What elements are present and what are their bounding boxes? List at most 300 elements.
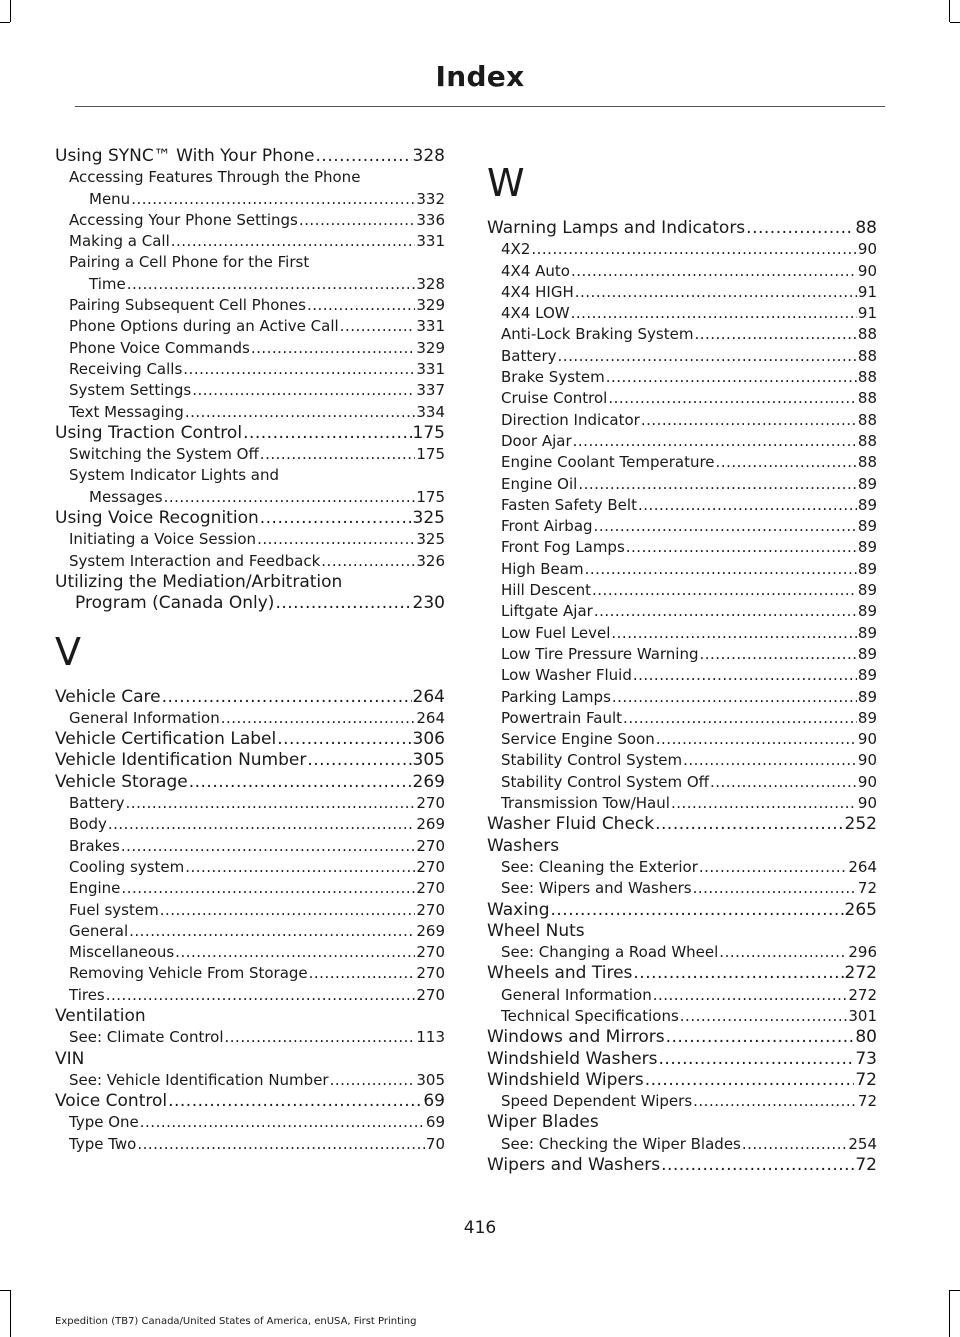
index-subentry [55, 402, 445, 423]
entry-page: 91 [857, 282, 877, 301]
index-entry [55, 772, 445, 793]
dot-leader [316, 146, 412, 167]
entry-title: Engine [69, 879, 121, 898]
entry-title: Vehicle Storage [55, 771, 188, 792]
entry-page: 72 [857, 879, 877, 898]
dot-leader [693, 1091, 857, 1112]
entry-title: Removing Vehicle From Storage [69, 964, 308, 983]
entry-page: 88 [855, 218, 877, 238]
entry-page: 336 [416, 210, 445, 229]
entry-title: 4X4 LOW [501, 304, 570, 323]
entry-title: Liftgate Ajar [501, 602, 593, 621]
index-subentry [55, 252, 445, 295]
entry-title-continuation [69, 274, 445, 295]
index-subentry [487, 367, 877, 388]
entry-title: See: Vehicle Identification Number [69, 1070, 329, 1089]
entry-title: Making a Call [69, 232, 170, 251]
entry-title: See: Wipers and Washers [501, 879, 692, 898]
index-subentry [55, 380, 445, 401]
index-subentry [487, 793, 877, 814]
entry-page: 264 [848, 857, 877, 876]
index-subentry [487, 537, 877, 558]
index-subentry [55, 529, 445, 550]
entry-page: 89 [857, 666, 877, 685]
entry-page: 88 [857, 389, 877, 408]
index-subentry [487, 857, 877, 878]
entry-page: 270 [416, 857, 445, 876]
entry-title: Technical Specifications [501, 1006, 679, 1025]
entry-page: 272 [848, 985, 877, 1004]
entry-title: System Settings [69, 381, 192, 400]
entry-title: Engine Oil [501, 474, 578, 493]
header-divider [75, 106, 885, 107]
dot-leader [168, 1091, 422, 1112]
index-subentry [487, 282, 877, 303]
entry-title: Pairing Subsequent Cell Phones [69, 296, 306, 315]
dot-leader [277, 729, 411, 750]
index-subentry [55, 444, 445, 465]
index-subentry [55, 338, 445, 359]
index-subentry [55, 878, 445, 899]
index-subentry [55, 793, 445, 814]
entry-title: Menu [89, 189, 131, 208]
entry-title: Using SYNC™ With Your Phone [55, 146, 315, 166]
index-subentry [55, 465, 445, 508]
entry-title: Transmission Tow/Haul [501, 794, 670, 813]
index-subentry [55, 857, 445, 878]
dot-leader [162, 687, 412, 708]
entry-page: 69 [425, 1113, 445, 1132]
dot-leader [683, 750, 857, 771]
dot-leader [699, 857, 847, 878]
entry-title: Low Washer Fluid [501, 666, 632, 685]
index-heading: Ventilation [55, 1005, 146, 1026]
section-letter: W [487, 161, 525, 205]
entry-title: General Information [69, 708, 220, 727]
entry-page: 264 [416, 708, 445, 727]
entry-page: 89 [857, 687, 877, 706]
entry-title: Accessing Your Phone Settings [69, 210, 298, 229]
dot-leader [671, 793, 857, 814]
entry-page: 325 [412, 508, 445, 529]
entry-page: 265 [844, 899, 877, 920]
entry-title: Type Two [69, 1134, 137, 1153]
dot-leader [680, 1006, 848, 1027]
entry-page: 269 [416, 815, 445, 834]
entry-title: Brake System [501, 368, 605, 387]
index-entry [55, 146, 445, 167]
entry-page: 72 [855, 1155, 877, 1176]
dot-leader [309, 963, 416, 984]
crop-mark-bottom-left-h [0, 1290, 10, 1291]
index-subentry [55, 316, 445, 337]
dot-leader [330, 1070, 416, 1091]
index-subentry [487, 1134, 877, 1155]
entry-title: Text Messaging [69, 402, 184, 421]
dot-leader [612, 687, 857, 708]
index-entry [487, 218, 877, 239]
entry-page: 89 [857, 623, 877, 642]
entry-title: Powertrain Fault [501, 708, 623, 727]
entry-title-continuation [69, 487, 445, 508]
dot-leader [716, 452, 857, 473]
index-subentry [487, 772, 877, 793]
entry-title: Low Fuel Level [501, 623, 611, 642]
index-subentry [487, 346, 877, 367]
entry-title: Windshield Washers [487, 1048, 658, 1069]
dot-leader [558, 346, 857, 367]
entry-title: Fasten Safety Belt [501, 495, 637, 514]
entry-page: 329 [416, 296, 445, 315]
entry-title: Switching the System Off [69, 445, 259, 464]
index-subentry [487, 580, 877, 601]
entry-title: Front Fog Lamps [501, 538, 625, 557]
entry-page: 301 [848, 1006, 877, 1025]
index-entry [487, 1155, 877, 1176]
index-subentry [55, 551, 445, 572]
index-subentry [487, 474, 877, 495]
entry-title: 4X4 HIGH [501, 282, 574, 301]
dot-leader [592, 580, 857, 601]
entry-page: 89 [857, 559, 877, 578]
index-subentry [55, 963, 445, 984]
index-column-left [55, 146, 445, 1155]
entry-title: Program (Canada Only) [75, 593, 275, 614]
dot-leader [307, 295, 415, 316]
index-entry [487, 963, 877, 984]
dot-leader [633, 665, 857, 686]
entry-page: 329 [416, 338, 445, 357]
dot-leader [594, 601, 857, 622]
entry-page: 90 [857, 751, 877, 770]
entry-page: 306 [412, 729, 445, 750]
index-subentry [487, 750, 877, 771]
entry-title: Front Airbag [501, 517, 593, 536]
index-subentry [487, 985, 877, 1006]
dot-leader [746, 218, 854, 239]
entry-title: Direction Indicator [501, 410, 640, 429]
entry-title: See: Checking the Wiper Blades [501, 1134, 741, 1153]
index-entry [55, 508, 445, 529]
index-entry [487, 1049, 877, 1070]
entry-page: 334 [416, 402, 445, 421]
crop-mark-top-left-h [0, 22, 10, 23]
entry-title: Stability Control System [501, 751, 683, 770]
entry-page: 331 [416, 317, 445, 336]
entry-page: 328 [416, 274, 445, 293]
entry-page: 332 [416, 189, 445, 208]
dot-leader [243, 423, 411, 444]
entry-page: 270 [416, 794, 445, 813]
index-subentry [487, 559, 877, 580]
entry-page: 264 [412, 686, 445, 707]
entry-page: 175 [412, 422, 445, 443]
index-subentry [487, 665, 877, 686]
dot-leader [666, 1027, 855, 1048]
index-subentry [487, 239, 877, 260]
index-subentry [487, 942, 877, 963]
index-heading: VIN [55, 1048, 85, 1069]
entry-page: 89 [857, 517, 877, 536]
dot-leader [225, 1027, 416, 1048]
entry-page: 72 [857, 1092, 877, 1111]
entry-page: 325 [416, 530, 445, 549]
dot-leader [742, 1134, 847, 1155]
entry-page: 305 [416, 1070, 445, 1089]
entry-page: 326 [416, 551, 445, 570]
crop-mark-top-left-v [10, 0, 11, 22]
dot-leader [585, 559, 857, 580]
index-entry [55, 423, 445, 444]
index-subentry [55, 942, 445, 963]
index-heading: Wheel Nuts [487, 920, 585, 941]
dot-leader [175, 942, 415, 963]
entry-title: Vehicle Certification Label [55, 729, 277, 750]
dot-leader [189, 772, 412, 793]
entry-title: Using Voice Recognition [55, 508, 259, 529]
dot-leader [578, 474, 857, 495]
index-subentry [487, 495, 877, 516]
entry-page: 91 [857, 304, 877, 323]
dot-leader [307, 750, 411, 771]
index-subentry [487, 452, 877, 473]
index-subentry [487, 878, 877, 899]
index-entry [55, 687, 445, 708]
dot-leader [299, 210, 415, 231]
dot-leader [185, 402, 416, 423]
entry-title: Wipers and Washers [487, 1155, 661, 1176]
dot-leader [127, 274, 416, 295]
index-subentry [55, 1027, 445, 1048]
index-subentry [55, 1070, 445, 1091]
entry-title: Stability Control System Off [501, 772, 709, 791]
index-subentry [487, 261, 877, 282]
dot-leader [661, 1155, 854, 1176]
index-subentry [487, 303, 877, 324]
entry-page: 175 [416, 487, 445, 506]
dot-leader [710, 772, 857, 793]
dot-leader [633, 963, 843, 984]
entry-page: 331 [416, 232, 445, 251]
page-number: 416 [463, 1218, 497, 1238]
entry-page: 175 [416, 445, 445, 464]
index-subentry [55, 1112, 445, 1133]
entry-page: 254 [848, 1134, 877, 1153]
entry-page: 88 [857, 325, 877, 344]
entry-title: Messages [89, 487, 163, 506]
entry-page: 88 [857, 410, 877, 429]
entry-title: General Information [501, 985, 652, 1004]
dot-leader [655, 814, 843, 835]
entry-title: See: Changing a Road Wheel [501, 943, 719, 962]
index-entry [55, 1091, 445, 1112]
crop-mark-top-right-h [950, 22, 960, 23]
entry-page: 90 [857, 772, 877, 791]
entry-title: Speed Dependent Wipers [501, 1092, 693, 1111]
index-subentry [487, 623, 877, 644]
entry-page: 90 [857, 794, 877, 813]
dot-leader [108, 814, 415, 835]
entry-title: Body [69, 815, 107, 834]
index-subentry [487, 601, 877, 622]
dot-leader [571, 303, 857, 324]
index-subentry [487, 388, 877, 409]
dot-leader [645, 1070, 855, 1091]
entry-title: Parking Lamps [501, 687, 611, 706]
page-title: Index [435, 60, 525, 93]
dot-leader [641, 410, 857, 431]
entry-page: 80 [855, 1027, 877, 1048]
entry-title: Warning Lamps and Indicators [487, 218, 746, 238]
entry-title: Time [89, 274, 126, 293]
entry-page: 72 [855, 1069, 877, 1090]
entry-title: Door Ajar [501, 431, 572, 450]
entry-title: Windshield Wipers [487, 1069, 644, 1090]
entry-page: 90 [857, 730, 877, 749]
index-subentry [487, 729, 877, 750]
entry-title: Cooling system [69, 857, 185, 876]
dot-leader [140, 1112, 425, 1133]
entry-title: Receiving Calls [69, 359, 183, 378]
dot-leader [531, 239, 857, 260]
entry-title: Tires [69, 985, 105, 1004]
index-subentry [55, 167, 445, 210]
entry-title: Miscellaneous [69, 943, 175, 962]
index-subentry [487, 516, 877, 537]
dot-leader [573, 431, 857, 452]
dot-leader [129, 921, 415, 942]
entry-page: 88 [857, 346, 877, 365]
dot-leader [659, 1049, 855, 1070]
entry-page: 270 [416, 900, 445, 919]
entry-title: Wheels and Tires [487, 963, 633, 984]
entry-page: 89 [857, 538, 877, 557]
dot-leader [653, 985, 848, 1006]
index-subentry [487, 410, 877, 431]
dot-leader [693, 878, 857, 899]
entry-page: 331 [416, 359, 445, 378]
dot-leader [260, 444, 416, 465]
entry-title: Waxing [487, 899, 550, 920]
crop-mark-bottom-right-v [949, 1290, 950, 1337]
dot-leader [260, 508, 412, 529]
footer-text: Expedition (TB7) Canada/United States of America, enUSA, First Printing [55, 1316, 417, 1327]
index-entry [487, 814, 877, 835]
entry-title: Fuel system [69, 900, 159, 919]
entry-title: Phone Voice Commands [69, 338, 250, 357]
entry-title: Using Traction Control [55, 422, 243, 443]
dot-leader [626, 537, 857, 558]
entry-page: 269 [412, 771, 445, 792]
entry-page: 89 [857, 495, 877, 514]
entry-page: 337 [416, 381, 445, 400]
dot-leader [185, 857, 415, 878]
dot-leader [638, 495, 857, 516]
entry-title: Battery [501, 346, 557, 365]
entry-title: Low Tire Pressure Warning [501, 644, 699, 663]
index-entry [55, 729, 445, 750]
crop-mark-bottom-right-h [950, 1290, 960, 1291]
dot-leader [137, 1134, 425, 1155]
index-subentry [55, 210, 445, 231]
entry-page: 328 [412, 146, 445, 166]
dot-leader [608, 388, 857, 409]
dot-leader [275, 593, 411, 614]
index-entry [487, 1070, 877, 1091]
entry-page: 305 [412, 750, 445, 771]
entry-page: 270 [416, 879, 445, 898]
index-subentry [55, 921, 445, 942]
entry-page: 89 [857, 644, 877, 663]
index-heading: Wiper Blades [487, 1112, 599, 1133]
crop-mark-bottom-left-v [10, 1290, 11, 1337]
dot-leader [571, 261, 857, 282]
index-subentry [55, 985, 445, 1006]
dot-leader [192, 380, 415, 401]
index-subentry [55, 295, 445, 316]
index-subentry [55, 1134, 445, 1155]
dot-leader [623, 708, 857, 729]
entry-title: Cruise Control [501, 389, 608, 408]
entry-title: Vehicle Care [55, 686, 161, 707]
dot-leader [160, 900, 416, 921]
dot-leader [611, 623, 857, 644]
dot-leader [656, 729, 857, 750]
entry-page: 89 [857, 581, 877, 600]
entry-title: Washer Fluid Check [487, 814, 655, 835]
index-subentry [487, 708, 877, 729]
entry-title-line: Utilizing the Mediation/Arbitration [55, 571, 343, 592]
entry-page: 69 [423, 1091, 445, 1112]
index-subentry [55, 231, 445, 252]
entry-page: 88 [857, 453, 877, 472]
entry-title: Phone Options during an Active Call [69, 317, 339, 336]
dot-leader [131, 189, 415, 210]
entry-page: 90 [857, 261, 877, 280]
entry-title-line: Accessing Features Through the Phone [69, 168, 361, 187]
index-entry [487, 1027, 877, 1048]
index-subentry [487, 644, 877, 665]
section-letter: V [55, 629, 81, 674]
dot-leader [126, 793, 416, 814]
entry-title: 4X2 [501, 240, 531, 259]
dot-leader [321, 551, 415, 572]
entry-title-continuation [55, 593, 445, 614]
dot-leader [694, 324, 856, 345]
index-heading: Washers [487, 835, 560, 856]
entry-page: 88 [857, 431, 877, 450]
dot-leader [221, 708, 416, 729]
entry-page: 90 [857, 240, 877, 259]
entry-title-continuation [69, 189, 445, 210]
index-entry [487, 900, 877, 921]
index-subentry [55, 814, 445, 835]
index-subentry [55, 900, 445, 921]
entry-title-line: System Indicator Lights and [69, 466, 279, 485]
entry-title: Voice Control [55, 1091, 168, 1112]
index-subentry [487, 687, 877, 708]
entry-title: General [69, 921, 129, 940]
entry-title: Brakes [69, 836, 120, 855]
entry-page: 272 [844, 963, 877, 984]
dot-leader [121, 878, 415, 899]
entry-page: 270 [416, 964, 445, 983]
entry-title: Engine Coolant Temperature [501, 453, 715, 472]
dot-leader [575, 282, 857, 303]
entry-title: Initiating a Voice Session [69, 530, 257, 549]
index-entry [55, 572, 445, 615]
dot-leader [164, 487, 416, 508]
